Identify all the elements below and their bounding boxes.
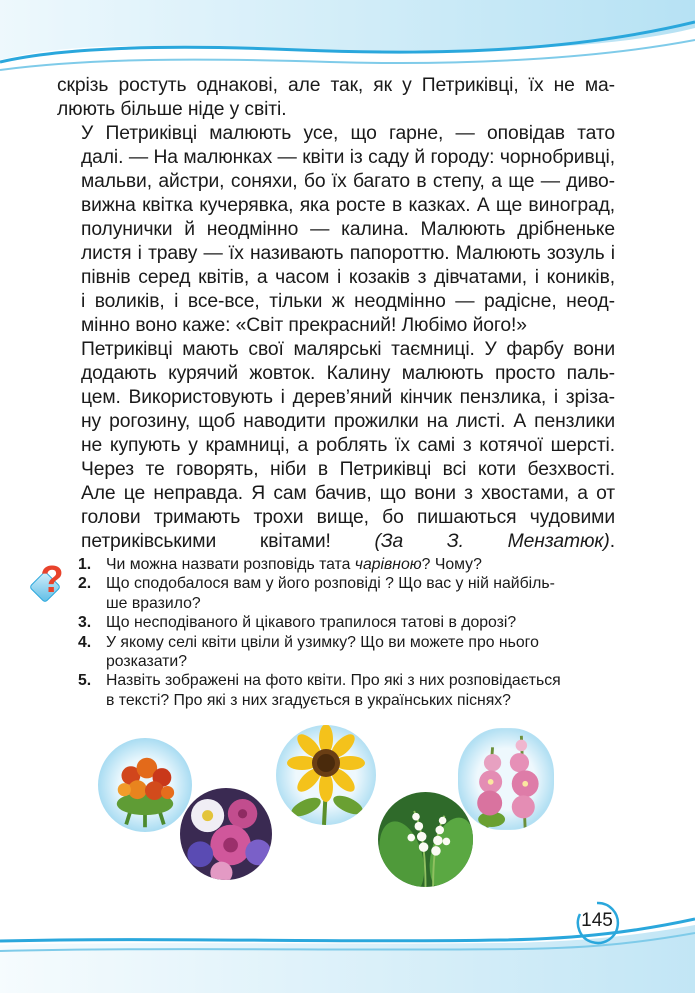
text-line: люють більше ніде у світі. (57, 99, 287, 120)
text-line: мінно воно каже: «Світ прекрасний! Любімо його!» (81, 315, 527, 336)
asters-photo (180, 788, 272, 880)
question-number: 2. (78, 575, 92, 593)
question-text: Назвіть зображені на фото квіти. Про які з них розповідається (106, 672, 561, 690)
text-line: мальви, айстри, соняхи, бо їх багато в степу, а ще — диво- (81, 171, 615, 192)
question-text: розказати? (106, 653, 188, 671)
question-text: в тексті? Про які з них згадується в українських піснях? (106, 691, 511, 709)
text-line: далі. — На малюнках — квіти із саду й городу: чорнобривці, (81, 147, 615, 168)
text-line: не купують у крамниці, а роблять їх самі з котячої шерсті. (81, 435, 615, 456)
text-line: додають курячий жовток. Калину малюють просто паль- (81, 363, 615, 384)
mallows-photo (458, 728, 554, 830)
last-line-text: петриківськими квітами! (81, 531, 331, 552)
page-number: 145 (581, 910, 613, 931)
question-text: У якому селі квіти цвіли й узимку? Що ви можете про нього (106, 633, 539, 651)
text-line: листя і траву — їх називають папороттю. Малюють зозуль і (81, 243, 615, 264)
question-number: 4. (78, 633, 92, 651)
svg-text:?: ? (40, 559, 64, 601)
questions-list (78, 555, 618, 710)
marigolds-photo (98, 738, 192, 832)
text-line: ну рогозину, щоб наводити прожилки на листі. А пензлики (81, 411, 615, 432)
question-text: Що сподобалося вам у його розповіді ? Що вас у ній найбіль- (106, 575, 555, 593)
text-line: цем. Використовують і дерев’яний кінчик пензлика, і зріза- (81, 387, 615, 408)
paragraph-2 (57, 122, 615, 338)
text-line: Петриківці мають свої малярські таємниці. У фарбу вони (81, 339, 615, 360)
text-line: полунички й неодмінно — калина. Малюють дрібненьке (81, 219, 615, 240)
question-3 (78, 613, 618, 632)
question-text-part: ? Чому? (421, 556, 482, 573)
text-line: і воликів, і все-все, тільки ж неодмінно — радісне, неод- (81, 291, 615, 312)
text-line: вижна квітка кучерявка, яка росте в казках. А ще виноград, (81, 195, 615, 216)
text-line: У Петриківці малюють усе, що гарне, — оповідав тато (81, 123, 615, 144)
question-4 (78, 633, 618, 672)
question-5 (78, 671, 618, 710)
source-citation: (За З. Мензатюк) (374, 531, 610, 552)
question-text-part: Чи можна назвати розповідь тата (106, 556, 355, 573)
question-italic-word: чарівною (354, 556, 422, 573)
question-2 (78, 574, 618, 613)
paragraph-1 (57, 74, 615, 122)
sunflower-photo (276, 725, 376, 825)
text-line: скрізь ростуть однакові, але так, як у Петриківці, їх не ма- (57, 75, 615, 96)
text-line: Але це неправда. Я сам бачив, що вони з хвостами, а от (81, 483, 615, 504)
question-1 (78, 555, 618, 574)
last-line-period: . (609, 531, 615, 552)
question-mark-icon (30, 556, 74, 606)
story-text (57, 74, 615, 554)
question-number: 1. (78, 556, 92, 573)
paragraph-3 (57, 338, 615, 554)
question-number: 5. (78, 672, 92, 690)
question-text (106, 555, 618, 574)
text-line: Через те говорять, ніби в Петриківці всі коти безхвості. (81, 459, 615, 480)
text-line: півнів серед квітів, а часом і козаків з дівчатами, і коників, (81, 267, 615, 288)
question-number: 3. (78, 614, 92, 632)
lily-of-the-valley-photo (378, 792, 473, 887)
text-line: голови тримають трохи вище, бо пишаються чудовими (81, 507, 615, 528)
question-text: ше вразило? (106, 594, 201, 612)
text-line (57, 530, 615, 554)
question-text: Що несподіваного й цікавого трапилося татові в дорозі? (106, 614, 517, 632)
